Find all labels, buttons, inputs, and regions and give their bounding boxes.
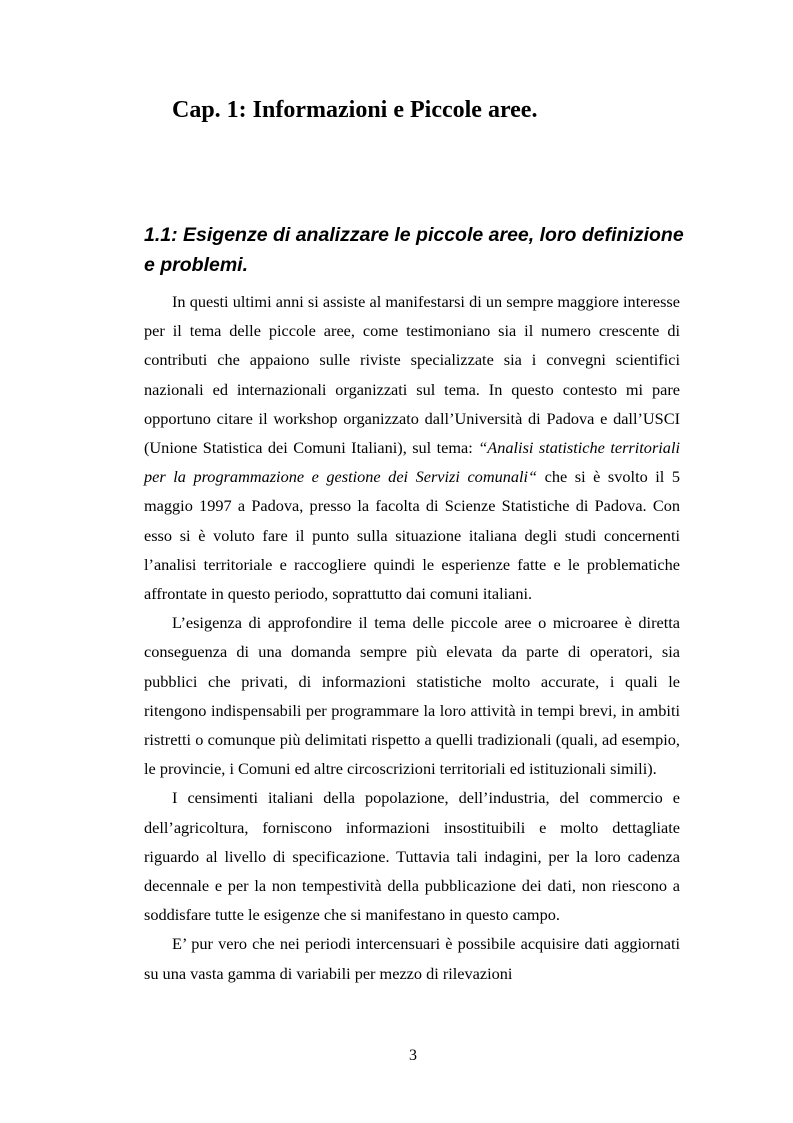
section-title: 1.1: Esigenze di analizzare le piccole aree, loro definizione e problemi. — [144, 224, 684, 276]
chapter-title: Cap. 1: Informazioni e Piccole aree. — [172, 97, 538, 123]
paragraph-1-text: In questi ultimi anni si assiste al manifestarsi di un sempre maggiore interesse per il tema delle piccole aree, come testimoniano sia il numero crescente di contributi che appaiono sulle riviste specializzate sia i convegni scientifici nazionali ed internazionali organizzati sul tema. In questo contesto mi pare opportuno citare il workshop organizzato dall’Università di Padova e dall’USCI (Unione Statistica dei Comuni Italiani), sul tema: — [144, 292, 680, 458]
paragraph-2: L’esigenza di approfondire il tema delle piccole aree o microaree è diretta conseguenza di una domanda sempre più elevata da parte di operatori, sia pubblici che privati, di informazioni statistiche molto accurate, i quali le ritengono indispensabili per programmare la loro attività in tempi brevi, in ambiti ristretti o comunque più delimitati rispetto a quelli tradizionali (quali, ad esempio, le provincie, i Comuni ed altre circoscrizioni territoriali ed istituzionali simili). — [144, 613, 680, 779]
paragraph-1-text-continued: che si è svolto il 5 maggio 1997 a Padova, presso la facolta di Scienze Statistiche di Padova. Con esso si è voluto fare il punto sulla situazione italiana degli studi concernenti l’analisi territoriale e raccogliere quindi le esperienze fatte e le problematiche affrontate in questo periodo, soprattutto dai comuni italiani. — [144, 467, 680, 604]
workshop-title-quote: “Analisi statistiche territoriali per la programmazione e gestione dei Servizi comunali“ — [144, 438, 680, 487]
page-number: 3 — [409, 1047, 417, 1064]
body-text — [144, 287, 680, 988]
paragraph-1 — [144, 287, 680, 608]
paragraph-3: I censimenti italiani della popolazione, dell’industria, del commercio e dell’agricoltura, forniscono informazioni insostituibili e molto dettagliate riguardo al livello di specificazione. Tuttavia tali indagini, per la loro cadenza decennale e per la non tempestività della pubblicazione dei dati, non riescono a soddisfare tutte le esigenze che si manifestano in questo campo. — [144, 788, 680, 925]
paragraph-4: E’ pur vero che nei periodi intercensuari è possibile acquisire dati aggiornati su una vasta gamma di variabili per mezzo di rilevazioni — [144, 934, 680, 983]
